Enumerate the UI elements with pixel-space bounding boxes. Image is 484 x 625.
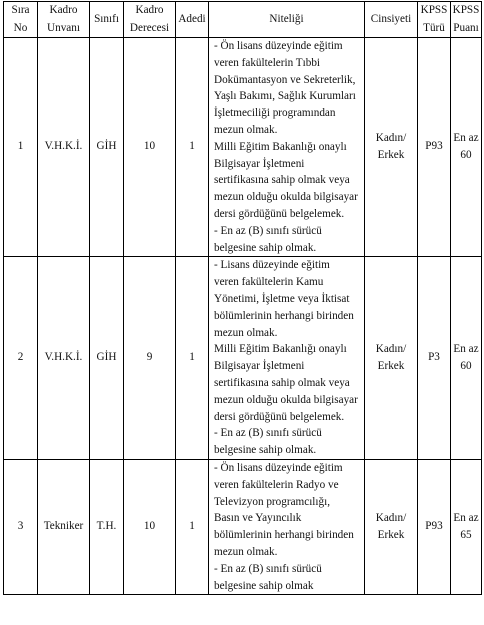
- row-adedi: 1: [176, 38, 209, 257]
- row-sinifi: T.H.: [90, 459, 124, 594]
- header-niteligi: Niteliği: [209, 2, 365, 38]
- row-sira-no: 1: [4, 38, 38, 257]
- nitelik-line: belgesine sahip olmak.: [214, 444, 317, 457]
- nitelik-line: bölümlerinin herhangi birinden: [214, 309, 354, 322]
- header-sira-line2: No: [13, 21, 28, 34]
- nitelik-line: - En az (B) sınıfı sürücü: [214, 562, 322, 575]
- header-kpss-puani-line2: Puanı: [453, 21, 479, 34]
- header-kpss-turu-line2: Türü: [423, 21, 445, 34]
- row-kadro-derecesi: 10: [124, 38, 176, 257]
- cinsiyet-line1: Kadın/: [375, 342, 407, 355]
- nitelik-line: bölümlerinin herhangi birinden: [214, 529, 354, 542]
- nitelik-line: veren fakültelerin Radyo ve: [214, 478, 339, 491]
- nitelik-line: Yaşlı Bakımı, Sağlık Kurumları: [214, 90, 356, 103]
- row-kpss-puani: [451, 257, 482, 460]
- row-sinifi: GİH: [90, 38, 124, 257]
- row-adedi: 1: [176, 257, 209, 460]
- row-kadro-derecesi: 10: [124, 459, 176, 594]
- row-kpss-turu: P93: [418, 459, 451, 594]
- row-sinifi: GİH: [90, 257, 124, 460]
- header-sinifi: Sınıfı: [90, 2, 124, 38]
- nitelik-line: mezun olduğu okulda bilgisayar: [214, 393, 358, 406]
- positions-table: [3, 1, 482, 595]
- nitelik-line: mezun olmak.: [214, 326, 278, 339]
- header-kpss-puani: [451, 2, 482, 38]
- header-kpss-turu: [418, 2, 451, 38]
- kpss-puani-line2: 65: [460, 529, 472, 542]
- row-niteligi: [209, 257, 365, 460]
- header-kadro-derecesi: [124, 2, 176, 38]
- row-kpss-puani: [451, 459, 482, 594]
- row-cinsiyeti: [365, 257, 418, 460]
- nitelik-line: Televizyon programcılığı,: [214, 495, 331, 508]
- nitelik-line: Bilgisayar İşletmeni: [214, 157, 305, 170]
- nitelik-line: dersi gördüğünü belgelemek.: [214, 410, 345, 423]
- nitelik-line: Milli Eğitim Bakanlığı onaylı: [214, 343, 347, 356]
- header-adedi: Adedi: [176, 2, 209, 38]
- nitelik-line: - Ön lisans düzeyinde eğitim: [214, 461, 343, 474]
- nitelik-line: - Ön lisans düzeyinde eğitim: [214, 40, 343, 52]
- nitelik-line: belgesine sahip olmak.: [214, 241, 317, 254]
- kpss-puani-line1: En az: [453, 511, 479, 524]
- header-cinsiyeti: Cinsiyeti: [365, 2, 418, 38]
- header-kadro-derecesi-line1: Kadro: [135, 4, 164, 16]
- row-adedi: 1: [176, 459, 209, 594]
- row-kadro-unvani: V.H.K.İ.: [38, 257, 90, 460]
- nitelik-line: mezun olmak.: [214, 123, 278, 136]
- cinsiyet-line2: Erkek: [377, 360, 405, 373]
- header-sira-no: [4, 2, 38, 38]
- kpss-puani-line1: En az: [453, 342, 479, 355]
- table-row: [4, 459, 482, 594]
- nitelik-line: İşletmeciliği programından: [214, 107, 336, 120]
- nitelik-line: mezun olmak.: [214, 545, 278, 558]
- nitelik-line: dersi gördüğünü belgelemek.: [214, 207, 345, 220]
- header-sira-line1: Sıra: [11, 4, 30, 16]
- nitelik-line: mezun olduğu okulda bilgisayar: [214, 191, 358, 204]
- row-kpss-turu: P3: [418, 257, 451, 460]
- row-sira-no: 3: [4, 459, 38, 594]
- nitelik-line: Bilgisayar İşletmeni: [214, 360, 305, 373]
- row-kpss-puani: [451, 38, 482, 257]
- nitelik-line: - Lisans düzeyinde eğitim: [214, 259, 330, 272]
- nitelik-line: - En az (B) sınıfı sürücü: [214, 224, 322, 237]
- row-kadro-derecesi: 9: [124, 257, 176, 460]
- cinsiyet-line1: Kadın/: [375, 131, 407, 144]
- nitelik-line: sertifikasına sahip olmak veya: [214, 174, 350, 187]
- nitelik-line: veren fakültelerin Tıbbi: [214, 56, 321, 69]
- header-row: [4, 2, 482, 38]
- nitelik-line: sertifikasına sahip olmak veya: [214, 376, 350, 389]
- row-kadro-unvani: V.H.K.İ.: [38, 38, 90, 257]
- row-cinsiyeti: [365, 459, 418, 594]
- row-niteligi: [209, 459, 365, 594]
- nitelik-line: veren fakültelerin Kamu: [214, 276, 324, 289]
- table-row: [4, 257, 482, 460]
- nitelik-line: Yönetimi, İşletme veya İktisat: [214, 292, 350, 305]
- cinsiyet-line2: Erkek: [377, 149, 405, 162]
- row-cinsiyeti: [365, 38, 418, 257]
- kpss-puani-line2: 60: [460, 360, 472, 373]
- cinsiyet-line2: Erkek: [377, 529, 405, 542]
- header-kpss-puani-line1: KPSS: [452, 4, 480, 16]
- row-niteligi: [209, 38, 365, 257]
- nitelik-line: Basın ve Yayıncılık: [214, 512, 302, 525]
- nitelik-line: belgesine sahip olmak: [214, 579, 314, 592]
- table-row: [4, 38, 482, 257]
- nitelik-line: Dokümantasyon ve Sekreterlik,: [214, 73, 356, 86]
- row-kpss-turu: P93: [418, 38, 451, 257]
- header-kadro-unvani: [38, 2, 90, 38]
- nitelik-line: Milli Eğitim Bakanlığı onaylı: [214, 140, 347, 153]
- header-kpss-turu-line1: KPSS: [420, 4, 448, 16]
- cinsiyet-line1: Kadın/: [375, 511, 407, 524]
- header-kadro-unvani-line2: Unvanı: [47, 21, 80, 34]
- kpss-puani-line1: En az: [453, 131, 479, 144]
- header-kadro-unvani-line1: Kadro: [49, 4, 78, 16]
- row-sira-no: 2: [4, 257, 38, 460]
- row-kadro-unvani: Tekniker: [38, 459, 90, 594]
- nitelik-line: - En az (B) sınıfı sürücü: [214, 427, 322, 440]
- header-kadro-derecesi-line2: Derecesi: [129, 21, 170, 34]
- kpss-puani-line2: 60: [460, 149, 472, 162]
